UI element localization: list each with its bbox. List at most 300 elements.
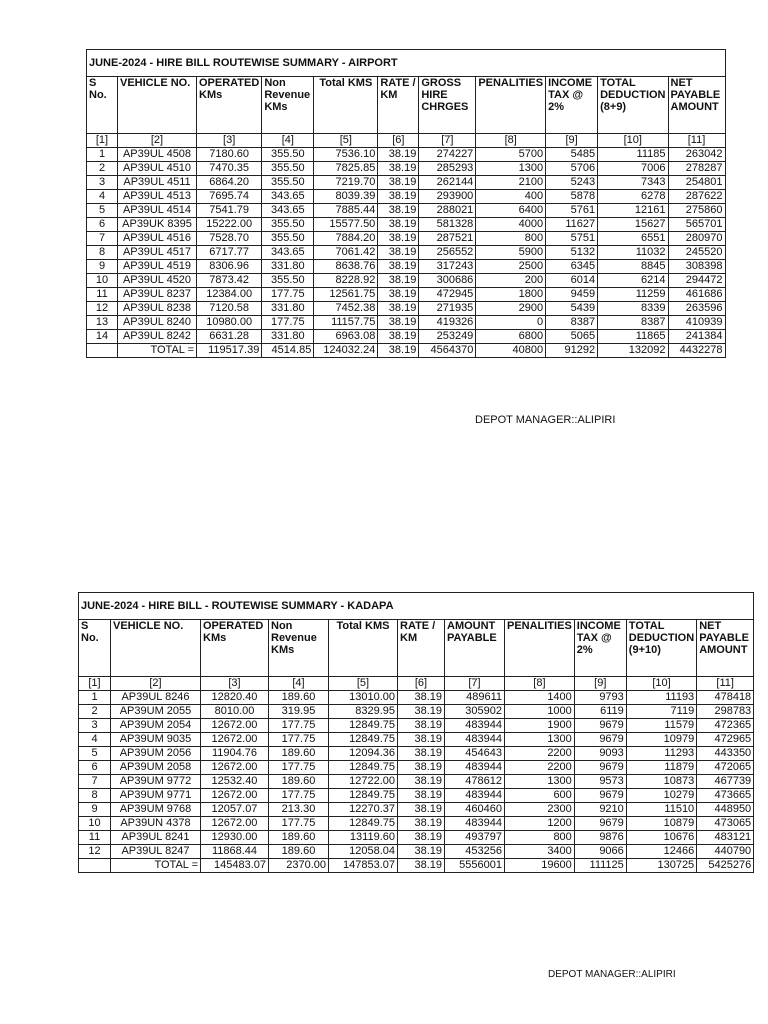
total-cell: 124032.24 xyxy=(314,344,378,358)
table-cell: 12532.40 xyxy=(201,775,269,789)
column-index: [11] xyxy=(668,134,725,148)
table-cell: AP39UL 8247 xyxy=(111,845,201,859)
table-cell: 5700 xyxy=(476,148,546,162)
table-cell: 9793 xyxy=(574,691,626,705)
table-cell: 38.19 xyxy=(398,775,445,789)
table-cell: 9066 xyxy=(574,845,626,859)
column-index: [1] xyxy=(87,134,118,148)
table-cell: 308398 xyxy=(668,260,725,274)
table-cell: 2200 xyxy=(505,747,575,761)
table-cell: 6 xyxy=(79,761,111,775)
column-header: NET PAYABLE AMOUNT xyxy=(668,77,725,134)
table-cell: 9210 xyxy=(574,803,626,817)
table-cell: 12384.00 xyxy=(197,288,262,302)
table-cell: 38.19 xyxy=(378,302,419,316)
table-cell: 189.60 xyxy=(269,831,329,845)
table-cell: 213.30 xyxy=(269,803,329,817)
table-row xyxy=(79,817,754,831)
total-cell: 145483.07 xyxy=(201,859,269,873)
total-cell: 147853.07 xyxy=(329,859,398,873)
table-cell: 38.19 xyxy=(398,845,445,859)
table-cell: 331.80 xyxy=(262,260,314,274)
column-header: GROSS HIRE CHRGES xyxy=(419,77,476,134)
table-cell: 10980.00 xyxy=(197,316,262,330)
table-cell: 15222.00 xyxy=(197,218,262,232)
total-cell: 4432278 xyxy=(668,344,725,358)
table-cell: AP39UM 9772 xyxy=(111,775,201,789)
table-cell: 6717.77 xyxy=(197,246,262,260)
table-cell: 493797 xyxy=(445,831,505,845)
table-row xyxy=(79,705,754,719)
total-cell: 4564370 xyxy=(419,344,476,358)
table-cell: 8 xyxy=(79,789,111,803)
table-cell: 241384 xyxy=(668,330,725,344)
airport-depot-manager-signature: DEPOT MANAGER::ALIPIRI xyxy=(475,414,616,426)
table-cell: 9679 xyxy=(574,789,626,803)
table-cell: 472065 xyxy=(697,761,754,775)
table-cell: 11868.44 xyxy=(201,845,269,859)
column-index: [6] xyxy=(398,677,445,691)
table-cell: 245520 xyxy=(668,246,725,260)
airport-summary-table xyxy=(86,49,726,358)
table-cell: AP39UK 8395 xyxy=(118,218,197,232)
table-cell: 38.19 xyxy=(378,176,419,190)
table-cell: 12849.75 xyxy=(329,719,398,733)
table-cell: 11157.75 xyxy=(314,316,378,330)
table-cell: 38.19 xyxy=(378,274,419,288)
table-cell: 6014 xyxy=(546,274,598,288)
table-cell: 4 xyxy=(79,733,111,747)
table-cell: 5 xyxy=(87,204,118,218)
table-cell: 9573 xyxy=(574,775,626,789)
table-cell: 12672.00 xyxy=(201,817,269,831)
table-cell: 274227 xyxy=(419,148,476,162)
table-cell: 13 xyxy=(87,316,118,330)
table-cell: 6400 xyxy=(476,204,546,218)
table-cell: 12561.75 xyxy=(314,288,378,302)
table-cell: 483944 xyxy=(445,733,505,747)
table-row xyxy=(87,330,726,344)
kadapa-hire-bill-sheet xyxy=(78,592,754,873)
table-cell: AP39UM 9035 xyxy=(111,733,201,747)
table-cell: 7884.20 xyxy=(314,232,378,246)
table-cell: 9679 xyxy=(574,719,626,733)
table-cell: 5 xyxy=(79,747,111,761)
table-cell: 10 xyxy=(79,817,111,831)
table-cell: 355.50 xyxy=(262,274,314,288)
table-cell: 11185 xyxy=(598,148,668,162)
table-cell: 483944 xyxy=(445,761,505,775)
table-cell: 12 xyxy=(79,845,111,859)
column-header: AMOUNT PAYABLE xyxy=(445,620,505,677)
column-header: OPERATED KMs xyxy=(201,620,269,677)
column-index: [5] xyxy=(329,677,398,691)
table-cell: 343.65 xyxy=(262,190,314,204)
table-cell: 5751 xyxy=(546,232,598,246)
table-cell: 8845 xyxy=(598,260,668,274)
column-header: Total KMS xyxy=(314,77,378,134)
table-cell: 9459 xyxy=(546,288,598,302)
column-index: [9] xyxy=(574,677,626,691)
table-cell: 294472 xyxy=(668,274,725,288)
table-row xyxy=(79,719,754,733)
table-cell: 12722.00 xyxy=(329,775,398,789)
table-cell: 472965 xyxy=(697,733,754,747)
table-cell: 2 xyxy=(87,162,118,176)
column-index: [10] xyxy=(626,677,696,691)
table-cell: 473065 xyxy=(697,817,754,831)
header-row xyxy=(87,77,726,134)
table-cell: 6551 xyxy=(598,232,668,246)
table-row xyxy=(79,761,754,775)
column-index: [8] xyxy=(505,677,575,691)
table-cell: 38.19 xyxy=(378,288,419,302)
table-cell: 38.19 xyxy=(398,817,445,831)
total-cell: 5556001 xyxy=(445,859,505,873)
table-cell: 443350 xyxy=(697,747,754,761)
title-row xyxy=(79,593,754,620)
column-header: S No. xyxy=(79,620,111,677)
table-cell: 38.19 xyxy=(378,232,419,246)
table-cell: AP39UL 8240 xyxy=(118,316,197,330)
table-cell: 460460 xyxy=(445,803,505,817)
total-cell: 38.19 xyxy=(378,344,419,358)
table-cell: 13119.60 xyxy=(329,831,398,845)
table-cell: 483944 xyxy=(445,817,505,831)
table-cell: 319.95 xyxy=(269,705,329,719)
table-cell: 177.75 xyxy=(269,789,329,803)
table-cell: 355.50 xyxy=(262,148,314,162)
total-cell: 5425276 xyxy=(697,859,754,873)
table-cell: 10676 xyxy=(626,831,696,845)
table-cell: 12849.75 xyxy=(329,789,398,803)
table-cell: 38.19 xyxy=(398,803,445,817)
column-index: [3] xyxy=(201,677,269,691)
total-cell: 38.19 xyxy=(398,859,445,873)
table-cell: AP39UM 2056 xyxy=(111,747,201,761)
table-row xyxy=(87,190,726,204)
column-header: INCOME TAX @ 2% xyxy=(574,620,626,677)
table-cell: 5065 xyxy=(546,330,598,344)
column-header: TOTAL DEDUCTION (9+10) xyxy=(626,620,696,677)
table-cell: AP39UL 4513 xyxy=(118,190,197,204)
table-cell: 177.75 xyxy=(269,761,329,775)
table-cell: 6800 xyxy=(476,330,546,344)
table-cell: 461686 xyxy=(668,288,725,302)
table-row xyxy=(87,260,726,274)
table-cell: 177.75 xyxy=(269,719,329,733)
airport-hire-bill-sheet xyxy=(86,49,726,358)
table-cell: 472365 xyxy=(697,719,754,733)
table-cell: 343.65 xyxy=(262,246,314,260)
column-header: NET PAYABLE AMOUNT xyxy=(697,620,754,677)
total-cell: 2370.00 xyxy=(269,859,329,873)
table-cell: 38.19 xyxy=(378,260,419,274)
table-cell: 7528.70 xyxy=(197,232,262,246)
table-cell: 298783 xyxy=(697,705,754,719)
column-index: [11] xyxy=(697,677,754,691)
table-cell: 8339 xyxy=(598,302,668,316)
table-cell: 7180.60 xyxy=(197,148,262,162)
table-cell: 3 xyxy=(79,719,111,733)
table-cell: 355.50 xyxy=(262,218,314,232)
table-cell: 8039.39 xyxy=(314,190,378,204)
table-row xyxy=(87,218,726,232)
header-row xyxy=(79,620,754,677)
column-index: [8] xyxy=(476,134,546,148)
table-cell: 38.19 xyxy=(398,705,445,719)
total-row xyxy=(79,859,754,873)
table-cell: 472945 xyxy=(419,288,476,302)
table-cell: 343.65 xyxy=(262,204,314,218)
table-cell: 177.75 xyxy=(262,316,314,330)
table-cell: 317243 xyxy=(419,260,476,274)
table-cell: 38.19 xyxy=(378,190,419,204)
table-cell: 12820.40 xyxy=(201,691,269,705)
table-cell: 38.19 xyxy=(398,761,445,775)
table-cell: 293900 xyxy=(419,190,476,204)
table-cell: AP39UL 8242 xyxy=(118,330,197,344)
table-cell: 12161 xyxy=(598,204,668,218)
table-cell: 8 xyxy=(87,246,118,260)
table-cell: 11259 xyxy=(598,288,668,302)
table-cell: 253249 xyxy=(419,330,476,344)
table-cell: 9679 xyxy=(574,761,626,775)
table-cell: 5439 xyxy=(546,302,598,316)
table-cell: 285293 xyxy=(419,162,476,176)
table-row xyxy=(87,288,726,302)
table-title: JUNE-2024 - HIRE BILL ROUTEWISE SUMMARY - AIRPORT xyxy=(87,50,726,77)
column-index: [4] xyxy=(269,677,329,691)
column-index: [10] xyxy=(598,134,668,148)
table-cell: 7470.35 xyxy=(197,162,262,176)
table-cell: 11 xyxy=(79,831,111,845)
table-cell: 400 xyxy=(476,190,546,204)
table-cell: 1800 xyxy=(476,288,546,302)
table-cell: 8228.92 xyxy=(314,274,378,288)
table-cell: 7061.42 xyxy=(314,246,378,260)
table-cell: 254801 xyxy=(668,176,725,190)
table-cell: 6864.20 xyxy=(197,176,262,190)
table-cell: 7452.38 xyxy=(314,302,378,316)
table-cell: 5485 xyxy=(546,148,598,162)
title-row xyxy=(87,50,726,77)
table-cell: 8329.95 xyxy=(329,705,398,719)
table-cell: 10879 xyxy=(626,817,696,831)
table-cell: 8387 xyxy=(546,316,598,330)
table-cell: 7695.74 xyxy=(197,190,262,204)
table-cell: 38.19 xyxy=(378,218,419,232)
total-cell: 111125 xyxy=(574,859,626,873)
table-cell: AP39UL 4516 xyxy=(118,232,197,246)
table-cell: 4 xyxy=(87,190,118,204)
table-row xyxy=(87,148,726,162)
table-cell: 11 xyxy=(87,288,118,302)
table-cell: 11627 xyxy=(546,218,598,232)
table-cell: 1900 xyxy=(505,719,575,733)
table-cell: 355.50 xyxy=(262,176,314,190)
table-cell: 565701 xyxy=(668,218,725,232)
table-cell: 287521 xyxy=(419,232,476,246)
table-cell: 263042 xyxy=(668,148,725,162)
table-cell: 7 xyxy=(79,775,111,789)
total-cell: 4514.85 xyxy=(262,344,314,358)
table-cell: 5243 xyxy=(546,176,598,190)
column-index: [6] xyxy=(378,134,419,148)
table-cell: 7119 xyxy=(626,705,696,719)
table-cell: 1 xyxy=(87,148,118,162)
table-cell: 12058.04 xyxy=(329,845,398,859)
table-cell: 11904.76 xyxy=(201,747,269,761)
table-cell: 7120.58 xyxy=(197,302,262,316)
table-cell: 331.80 xyxy=(262,302,314,316)
table-cell: 12849.75 xyxy=(329,733,398,747)
table-cell: AP39UL 8238 xyxy=(118,302,197,316)
table-cell: 0 xyxy=(476,316,546,330)
table-cell: 13010.00 xyxy=(329,691,398,705)
table-cell: 12849.75 xyxy=(329,761,398,775)
table-cell: AP39UL 4510 xyxy=(118,162,197,176)
table-cell: 1300 xyxy=(505,775,575,789)
table-cell: AP39UL 4520 xyxy=(118,274,197,288)
table-cell: 7 xyxy=(87,232,118,246)
column-index: [7] xyxy=(419,134,476,148)
table-cell: 38.19 xyxy=(378,204,419,218)
table-cell: 262144 xyxy=(419,176,476,190)
table-cell: 6631.28 xyxy=(197,330,262,344)
total-label: TOTAL = xyxy=(118,344,197,358)
table-cell: 15627 xyxy=(598,218,668,232)
table-cell: 355.50 xyxy=(262,232,314,246)
table-cell: 9 xyxy=(79,803,111,817)
table-cell: 7536.10 xyxy=(314,148,378,162)
column-index: [3] xyxy=(197,134,262,148)
table-cell: 11293 xyxy=(626,747,696,761)
table-cell: 4000 xyxy=(476,218,546,232)
table-cell: AP39UN 4378 xyxy=(111,817,201,831)
table-cell: 189.60 xyxy=(269,845,329,859)
table-cell: 263596 xyxy=(668,302,725,316)
table-cell: 5900 xyxy=(476,246,546,260)
table-cell: 454643 xyxy=(445,747,505,761)
table-cell: 6963.08 xyxy=(314,330,378,344)
table-cell: 2100 xyxy=(476,176,546,190)
table-cell: 10 xyxy=(87,274,118,288)
column-index-row xyxy=(87,134,726,148)
table-cell: 7006 xyxy=(598,162,668,176)
column-header: PENALITIES xyxy=(476,77,546,134)
table-cell: 38.19 xyxy=(398,719,445,733)
column-index: [2] xyxy=(111,677,201,691)
table-cell: 440790 xyxy=(697,845,754,859)
table-cell: 278287 xyxy=(668,162,725,176)
table-cell: 38.19 xyxy=(378,330,419,344)
table-cell: 9876 xyxy=(574,831,626,845)
total-cell: 91292 xyxy=(546,344,598,358)
table-cell: 10279 xyxy=(626,789,696,803)
table-row xyxy=(79,789,754,803)
table-cell: 189.60 xyxy=(269,775,329,789)
table-cell: 12849.75 xyxy=(329,817,398,831)
table-cell: 38.19 xyxy=(398,831,445,845)
total-cell: 19600 xyxy=(505,859,575,873)
table-cell: 10873 xyxy=(626,775,696,789)
table-cell: 467739 xyxy=(697,775,754,789)
table-cell: AP39UL 8237 xyxy=(118,288,197,302)
table-cell: 1400 xyxy=(505,691,575,705)
table-cell: 483121 xyxy=(697,831,754,845)
table-row xyxy=(79,733,754,747)
table-cell: 14 xyxy=(87,330,118,344)
table-cell: 5132 xyxy=(546,246,598,260)
table-cell: 38.19 xyxy=(398,733,445,747)
table-cell: 453256 xyxy=(445,845,505,859)
table-cell: 800 xyxy=(476,232,546,246)
table-cell: 2500 xyxy=(476,260,546,274)
table-cell: 6119 xyxy=(574,705,626,719)
table-row xyxy=(87,316,726,330)
table-cell: 483944 xyxy=(445,789,505,803)
column-header: PENALITIES xyxy=(505,620,575,677)
table-cell: 6214 xyxy=(598,274,668,288)
column-index-row xyxy=(79,677,754,691)
column-index: [5] xyxy=(314,134,378,148)
table-row xyxy=(87,302,726,316)
table-cell: 275860 xyxy=(668,204,725,218)
table-cell: 6345 xyxy=(546,260,598,274)
column-header: VEHICLE NO. xyxy=(118,77,197,134)
table-cell: 483944 xyxy=(445,719,505,733)
total-blank-cell xyxy=(87,344,118,358)
table-cell: 1000 xyxy=(505,705,575,719)
table-cell: AP39UM 9771 xyxy=(111,789,201,803)
table-cell: 8306.96 xyxy=(197,260,262,274)
table-cell: 1300 xyxy=(505,733,575,747)
table-cell: 7873.42 xyxy=(197,274,262,288)
table-cell: 600 xyxy=(505,789,575,803)
table-cell: 287622 xyxy=(668,190,725,204)
table-row xyxy=(79,747,754,761)
table-cell: 189.60 xyxy=(269,691,329,705)
table-cell: 177.75 xyxy=(269,733,329,747)
column-header: TOTAL DEDUCTION (8+9) xyxy=(598,77,668,134)
table-cell: 478418 xyxy=(697,691,754,705)
table-cell: 12672.00 xyxy=(201,761,269,775)
table-cell: 2900 xyxy=(476,302,546,316)
table-cell: AP39UL 8241 xyxy=(111,831,201,845)
table-cell: 800 xyxy=(505,831,575,845)
table-cell: 473665 xyxy=(697,789,754,803)
column-header: RATE / KM xyxy=(398,620,445,677)
table-cell: 300686 xyxy=(419,274,476,288)
table-cell: AP39UM 9768 xyxy=(111,803,201,817)
table-cell: 2200 xyxy=(505,761,575,775)
total-row xyxy=(87,344,726,358)
table-cell: 200 xyxy=(476,274,546,288)
table-cell: 12672.00 xyxy=(201,789,269,803)
table-cell: 11032 xyxy=(598,246,668,260)
table-row xyxy=(87,176,726,190)
table-cell: 189.60 xyxy=(269,747,329,761)
table-cell: 12057.07 xyxy=(201,803,269,817)
table-cell: 8010.00 xyxy=(201,705,269,719)
table-cell: 410939 xyxy=(668,316,725,330)
table-title: JUNE-2024 - HIRE BILL - ROUTEWISE SUMMARY - KADAPA xyxy=(79,593,754,620)
table-cell: AP39UM 2058 xyxy=(111,761,201,775)
total-cell: 119517.39 xyxy=(197,344,262,358)
table-cell: 7343 xyxy=(598,176,668,190)
column-index: [4] xyxy=(262,134,314,148)
